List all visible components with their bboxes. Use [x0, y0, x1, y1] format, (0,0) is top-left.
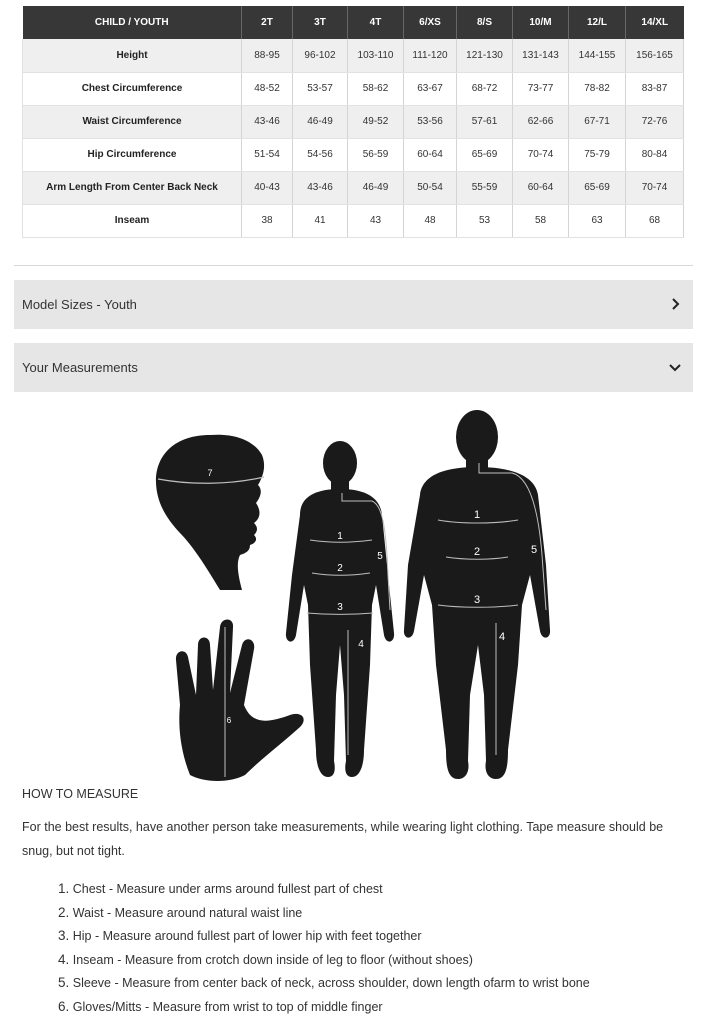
table-cell: 53-57 [293, 72, 348, 105]
table-cell: 78-82 [569, 72, 626, 105]
step-text: Waist - Measure around natural waist line [72, 905, 303, 920]
header-size: 12/L [569, 6, 626, 39]
step-number: 2. [58, 904, 70, 920]
table-cell: 57-61 [457, 105, 513, 138]
table-cell: 80-84 [626, 138, 684, 171]
table-cell: 51-54 [242, 138, 293, 171]
table-cell: 43-46 [242, 105, 293, 138]
step-text: Chest - Measure under arms around fullest part of chest [72, 882, 383, 896]
row-label: Waist Circumference [23, 105, 242, 138]
label-1: 1 [473, 509, 481, 521]
header-size: 3T [293, 6, 348, 39]
accordion-your-measurements[interactable] [14, 343, 693, 392]
table-cell: 67-71 [569, 105, 626, 138]
how-to-measure-intro: For the best results, have another person take measurements, while wearing light clothing. Tape measure should be snug, but not tight. [22, 820, 664, 858]
table-cell: 131-143 [513, 39, 569, 72]
header-size: 8/S [457, 6, 513, 39]
size-table-header-row [23, 6, 684, 39]
table-cell: 40-43 [242, 171, 293, 204]
step-number: 3. [58, 928, 70, 944]
table-cell: 83-87 [626, 72, 684, 105]
header-size: 4T [348, 6, 404, 39]
table-cell: 72-76 [626, 105, 684, 138]
table-cell: 156-165 [626, 39, 684, 72]
header-size: 2T [242, 6, 293, 39]
measurement-steps-list [58, 877, 590, 1019]
table-cell: 65-69 [457, 138, 513, 171]
section-divider [14, 265, 693, 266]
table-cell: 58 [513, 204, 569, 237]
list-item [58, 924, 590, 948]
label-4: 4 [358, 639, 364, 650]
table-cell: 60-64 [513, 171, 569, 204]
table-cell: 56-59 [348, 138, 404, 171]
row-label: Inseam [23, 204, 242, 237]
row-label: Arm Length From Center Back Neck [23, 171, 242, 204]
header-size: 6/XS [404, 6, 457, 39]
list-item [58, 877, 590, 901]
table-row-inseam [23, 204, 684, 237]
table-cell: 70-74 [513, 138, 569, 171]
chevron-down-icon [669, 360, 681, 376]
table-cell: 48-52 [242, 72, 293, 105]
table-cell: 50-54 [404, 171, 457, 204]
table-cell: 65-69 [569, 171, 626, 204]
table-row-height [23, 39, 684, 72]
list-item [58, 901, 590, 925]
step-number: 1. [58, 881, 70, 896]
label-3: 3 [337, 602, 343, 613]
step-text: Inseam - Measure from crotch down inside of leg to floor (without shoes) [72, 952, 473, 967]
accordion-label: Your Measurements [22, 360, 138, 375]
table-cell: 58-62 [348, 72, 404, 105]
label-2: 2 [473, 546, 481, 558]
table-cell: 49-52 [348, 105, 404, 138]
table-cell: 88-95 [242, 39, 293, 72]
table-cell: 121-130 [457, 39, 513, 72]
table-cell: 68 [626, 204, 684, 237]
head-silhouette [156, 435, 264, 590]
label-1: 1 [337, 531, 343, 542]
header-child-youth: CHILD / YOUTH [23, 6, 242, 39]
table-cell: 48 [404, 204, 457, 237]
how-to-measure-title: HOW TO MEASURE [22, 787, 139, 801]
label-6: 6 [226, 716, 232, 725]
label-7: 7 [207, 468, 213, 478]
table-cell: 41 [293, 204, 348, 237]
row-label: Height [23, 39, 242, 72]
table-cell: 63 [569, 204, 626, 237]
table-cell: 54-56 [293, 138, 348, 171]
table-cell: 62-66 [513, 105, 569, 138]
table-cell: 111-120 [404, 39, 457, 72]
table-cell: 38 [242, 204, 293, 237]
table-cell: 55-59 [457, 171, 513, 204]
table-cell: 68-72 [457, 72, 513, 105]
table-cell: 70-74 [626, 171, 684, 204]
step-number: 5. [58, 975, 70, 991]
table-cell: 63-67 [404, 72, 457, 105]
size-chart-table [22, 6, 684, 238]
header-size: 14/XL [626, 6, 684, 39]
table-cell: 46-49 [348, 171, 404, 204]
header-size: 10/M [513, 6, 569, 39]
label-4: 4 [498, 631, 506, 643]
accordion-label: Model Sizes - Youth [22, 297, 137, 312]
label-3: 3 [473, 594, 481, 606]
table-row-hip [23, 138, 684, 171]
step-text: Gloves/Mitts - Measure from wrist to top of middle finger [72, 999, 383, 1014]
step-text: Sleeve - Measure from center back of neck, across shoulder, down length ofarm to wrist bone [72, 976, 590, 991]
row-label: Hip Circumference [23, 138, 242, 171]
table-cell: 46-49 [293, 105, 348, 138]
accordion-model-sizes-youth[interactable] [14, 280, 693, 329]
label-5: 5 [530, 544, 538, 556]
measurement-diagram [150, 405, 560, 785]
table-cell: 96-102 [293, 39, 348, 72]
child-silhouette [286, 441, 394, 777]
step-number: 4. [58, 951, 70, 967]
table-cell: 60-64 [404, 138, 457, 171]
table-cell: 43 [348, 204, 404, 237]
step-number: 6. [58, 998, 70, 1014]
row-label: Chest Circumference [23, 72, 242, 105]
hand-silhouette [176, 620, 304, 782]
table-row-arm-length [23, 171, 684, 204]
chevron-right-icon [671, 297, 681, 313]
table-cell: 73-77 [513, 72, 569, 105]
table-cell: 103-110 [348, 39, 404, 72]
step-text: Hip - Measure around fullest part of lower hip with feet together [72, 929, 422, 944]
list-item [58, 971, 590, 995]
table-cell: 53-56 [404, 105, 457, 138]
table-cell: 144-155 [569, 39, 626, 72]
table-cell: 43-46 [293, 171, 348, 204]
table-row-chest [23, 72, 684, 105]
table-cell: 75-79 [569, 138, 626, 171]
label-2: 2 [337, 563, 343, 574]
list-item [58, 948, 590, 972]
list-item [58, 995, 590, 1019]
adult-silhouette [404, 410, 550, 779]
label-5: 5 [377, 551, 383, 562]
table-row-waist [23, 105, 684, 138]
table-cell: 53 [457, 204, 513, 237]
